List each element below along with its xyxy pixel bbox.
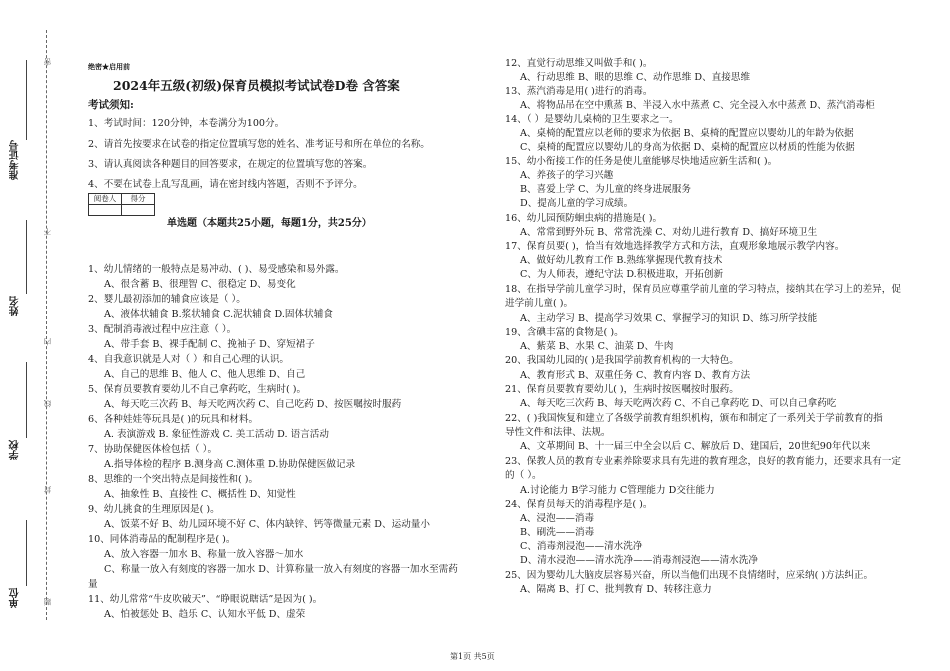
secret-tag: 绝密★启用前 bbox=[88, 62, 130, 71]
question-25: 25、因为婴幼儿大脑皮层容易兴奋，所以当他们出现不良情绪时，应采纳( )方法纠正。 bbox=[505, 570, 874, 581]
section-title: 单选题（本题共25小题，每题1分，共25分） bbox=[167, 218, 372, 229]
question-24-option-a: A、浸泡——消毒 bbox=[520, 513, 595, 524]
question-21: 21、保育员要教育要幼儿( )，生病时按医嘱按时服药。 bbox=[505, 384, 739, 395]
score-table-score-cell[interactable] bbox=[122, 205, 155, 216]
score-table-score-header: 得分 bbox=[122, 194, 155, 205]
question-12-options: A、行动思维 B、眼的思维 C、动作思维 D、直接思维 bbox=[520, 72, 751, 83]
seal-char-1: 密 bbox=[43, 58, 52, 66]
question-10-options-cont: 量 bbox=[88, 579, 98, 590]
question-20-options: A、教育形式 B、双重任务 C、教育内容 D、教育方法 bbox=[520, 370, 751, 381]
score-table-grader-header: 阅卷人 bbox=[89, 194, 122, 205]
question-17-options-ab: A、做好幼儿教育工作 B.熟练掌握现代教育技术 bbox=[520, 255, 723, 266]
question-2-options: A、液体状辅食 B.浆状辅食 C.泥状辅食 D.固体状辅食 bbox=[104, 309, 333, 320]
question-3: 3、配制消毒液过程中应注意（ ）。 bbox=[88, 324, 237, 335]
seal-char-3: 内 bbox=[43, 338, 52, 346]
question-11: 11、幼儿常常“牛皮吹破天”、“睁眼说瞎话”是因为( )。 bbox=[88, 594, 323, 605]
question-9-options: A、饭菜不好 B、幼儿园环境不好 C、体内缺锌、钙等微量元素 D、运动量小 bbox=[104, 519, 430, 530]
question-15-option-bc: B、喜爱上学 C、为儿童的终身进展服务 bbox=[520, 184, 691, 195]
score-table-grader-cell[interactable] bbox=[89, 205, 122, 216]
question-7-options: A.指导体检的程序 B.测身高 C.测体重 D.协助保健医做记录 bbox=[104, 459, 356, 470]
name-label: 姓名 bbox=[10, 296, 21, 316]
question-19: 19、含碘丰富的食物是( )。 bbox=[505, 327, 624, 338]
question-7: 7、协助保健医体检包括（ ）。 bbox=[88, 444, 218, 455]
notice-item: 1、考试时间：120分钟，本卷满分为100分。 bbox=[88, 118, 285, 129]
score-table bbox=[88, 193, 155, 216]
seal-char-5: 封 bbox=[43, 486, 52, 494]
page-number: 第1页 共5页 bbox=[450, 652, 495, 661]
question-13: 13、蒸汽消毒是用( )进行的消毒。 bbox=[505, 86, 653, 97]
school-label: 学校 bbox=[10, 440, 21, 460]
question-5-options: A、每天吃三次药 B、每天吃两次药 C、自己吃药 D、按医嘱按时服药 bbox=[104, 399, 402, 410]
question-15-option-d: D、提高儿童的学习成绩。 bbox=[520, 198, 634, 209]
question-8: 8、思维的一个突出特点是间接性和( )。 bbox=[88, 474, 259, 485]
question-10-options-ab: A、放入容器一加水 B、称量一放入容器～加水 bbox=[104, 549, 304, 560]
question-24-option-d: D、清水浸泡——清水洗净——消毒剂浸泡——清水洗净 bbox=[520, 555, 758, 566]
exam-number-label: 准考证号 bbox=[10, 140, 21, 180]
seal-char-6: 题 bbox=[43, 598, 52, 606]
name-field[interactable] bbox=[26, 220, 27, 294]
question-16-options: A、常常到野外玩 B、常常洗澡 C、对幼儿进行教育 D、搞好环境卫生 bbox=[520, 227, 818, 238]
question-11-options: A、怕被惩处 B、趋乐 C、认知水平低 D、虚荣 bbox=[104, 609, 306, 620]
unit-field[interactable] bbox=[26, 520, 27, 586]
question-14-options-cd: C、桌椅的配置应以婴幼儿的身高为依据 D、桌椅的配置应以材质的性能为依据 bbox=[520, 142, 855, 153]
question-13-options: A、将物品吊在空中熏蒸 B、半浸入水中蒸煮 C、完全浸入水中蒸煮 D、蒸汽消毒柜 bbox=[520, 100, 875, 111]
question-24-option-b: B、刷洗——消毒 bbox=[520, 527, 595, 538]
question-10: 10、同体消毒品的配制程序是( )。 bbox=[88, 534, 236, 545]
page-title: 2024年五级(初级)保育员模拟考试试卷D卷 含答案 bbox=[113, 78, 400, 93]
question-10-options-cd: C、称量一放入有刻度的容器一加水 D、计算称量一放入有刻度的容器一加水至需药 bbox=[104, 564, 458, 575]
question-16: 16、幼儿园预防蛔虫病的措施是( )。 bbox=[505, 213, 663, 224]
question-9: 9、幼儿挑食的生理原因是( )。 bbox=[88, 504, 220, 515]
question-8-options: A、抽象性 B、直接性 C、概括性 D、知觉性 bbox=[104, 489, 296, 500]
question-22-options: A、文革期间 B、十一届三中全会以后 C、解放后 D、建国后，20世纪90年代以来 bbox=[520, 441, 871, 452]
question-1: 1、幼儿情绪的一般特点是易冲动、( )、易受感染和易外露。 bbox=[88, 264, 345, 275]
question-4: 4、自我意识就是人对（ ）和自己心理的认识。 bbox=[88, 354, 290, 365]
question-21-options: A、每天吃三次药 B、每天吃两次药 C、不自己拿药吃 D、可以自己拿药吃 bbox=[520, 398, 837, 409]
seal-char-2: 不 bbox=[43, 228, 52, 236]
question-24-option-c: C、消毒剂浸泡——清水洗净 bbox=[520, 541, 643, 552]
question-23-options: A.讨论能力 B学习能力 C管理能力 D交往能力 bbox=[520, 485, 715, 496]
exam-number-field[interactable] bbox=[26, 60, 27, 140]
question-5: 5、保育员要教育要幼儿不自己拿药吃，生病时( )。 bbox=[88, 384, 307, 395]
question-6-options: A. 表演游戏 B. 象征性游戏 C. 美工活动 D. 语言活动 bbox=[104, 429, 329, 440]
question-6: 6、各种娃娃等玩具是( )的玩具和材料。 bbox=[88, 414, 259, 425]
question-2: 2、婴儿最初添加的辅食应该是（ ）。 bbox=[88, 294, 246, 305]
seal-char-4: 线 bbox=[43, 400, 52, 408]
school-field[interactable] bbox=[26, 362, 27, 438]
unit-label: 单位 bbox=[10, 588, 21, 608]
question-17-options-cd: C、为人师表，遵纪守法 D.积极进取，开拓创新 bbox=[520, 269, 724, 280]
question-12: 12、直觉行动思维又叫做手和( )。 bbox=[505, 58, 653, 69]
notice-item: 3、请认真阅读各种题目的回答要求，在规定的位置填写您的答案。 bbox=[88, 159, 373, 170]
question-22: 22、( )我国恢复和建立了各级学前教育组织机构，颁布和制定了一系列关于学前教育的指 bbox=[505, 413, 883, 424]
question-14: 14、（ ）是婴幼儿桌椅的卫生要求之一。 bbox=[505, 114, 679, 125]
question-18-cont: 进学前儿童( )。 bbox=[505, 298, 574, 309]
question-25-options: A、隔离 B、打 C、批判教育 D、转移注意力 bbox=[520, 584, 712, 595]
question-18-options: A、主动学习 B、提高学习效果 C、掌握学习的知识 D、练习所学技能 bbox=[520, 313, 818, 324]
question-24: 24、保育员每天的消毒程序是( )。 bbox=[505, 499, 653, 510]
question-22-cont: 导性文件和法律、法规。 bbox=[505, 427, 611, 438]
binding-strip bbox=[0, 0, 58, 671]
question-15-option-a: A、养孩子的学习兴趣 bbox=[520, 170, 614, 181]
question-23: 23、保教人员的教育专业素养除要求具有先进的教育理念，良好的教育能力，还要求具有一定 bbox=[505, 456, 901, 467]
question-15: 15、幼小衔接工作的任务是使儿童能够尽快地适应新生活和( )。 bbox=[505, 156, 778, 167]
seal-dashed-line bbox=[46, 30, 47, 620]
question-3-options: A、带手套 B、裸手配制 C、挽袖子 D、穿短裙子 bbox=[104, 339, 315, 350]
question-14-options-ab: A、桌椅的配置应以老师的要求为依据 B、桌椅的配置应以婴幼儿的年龄为依据 bbox=[520, 128, 854, 139]
question-4-options: A、自己的思维 B、他人 C、他人思维 D、自己 bbox=[104, 369, 306, 380]
notice-item: 4、不要在试卷上乱写乱画，请在密封线内答题，否则不予评分。 bbox=[88, 179, 363, 190]
notice-item: 2、请首先按要求在试卷的指定位置填写您的姓名、准考证号和所在单位的名称。 bbox=[88, 139, 430, 150]
question-18: 18、在指导学前儿童学习时，保育员应尊重学前儿童的学习特点，接纳其在学习上的差异，促 bbox=[505, 284, 901, 295]
notice-heading: 考试须知: bbox=[88, 99, 134, 111]
question-17: 17、保育员要( )，恰当有效地选择教学方式和方法，直观形象地展示教学内容。 bbox=[505, 241, 845, 252]
question-20: 20、我国幼儿园的( )是我国学前教育机构的一大特色。 bbox=[505, 355, 739, 366]
question-23-cont: 的（ ）。 bbox=[505, 470, 542, 481]
question-19-options: A、紫菜 B、水果 C、油菜 D、牛肉 bbox=[520, 341, 674, 352]
question-1-options: A、很含蓄 B、很理智 C、很稳定 D、易变化 bbox=[104, 279, 296, 290]
